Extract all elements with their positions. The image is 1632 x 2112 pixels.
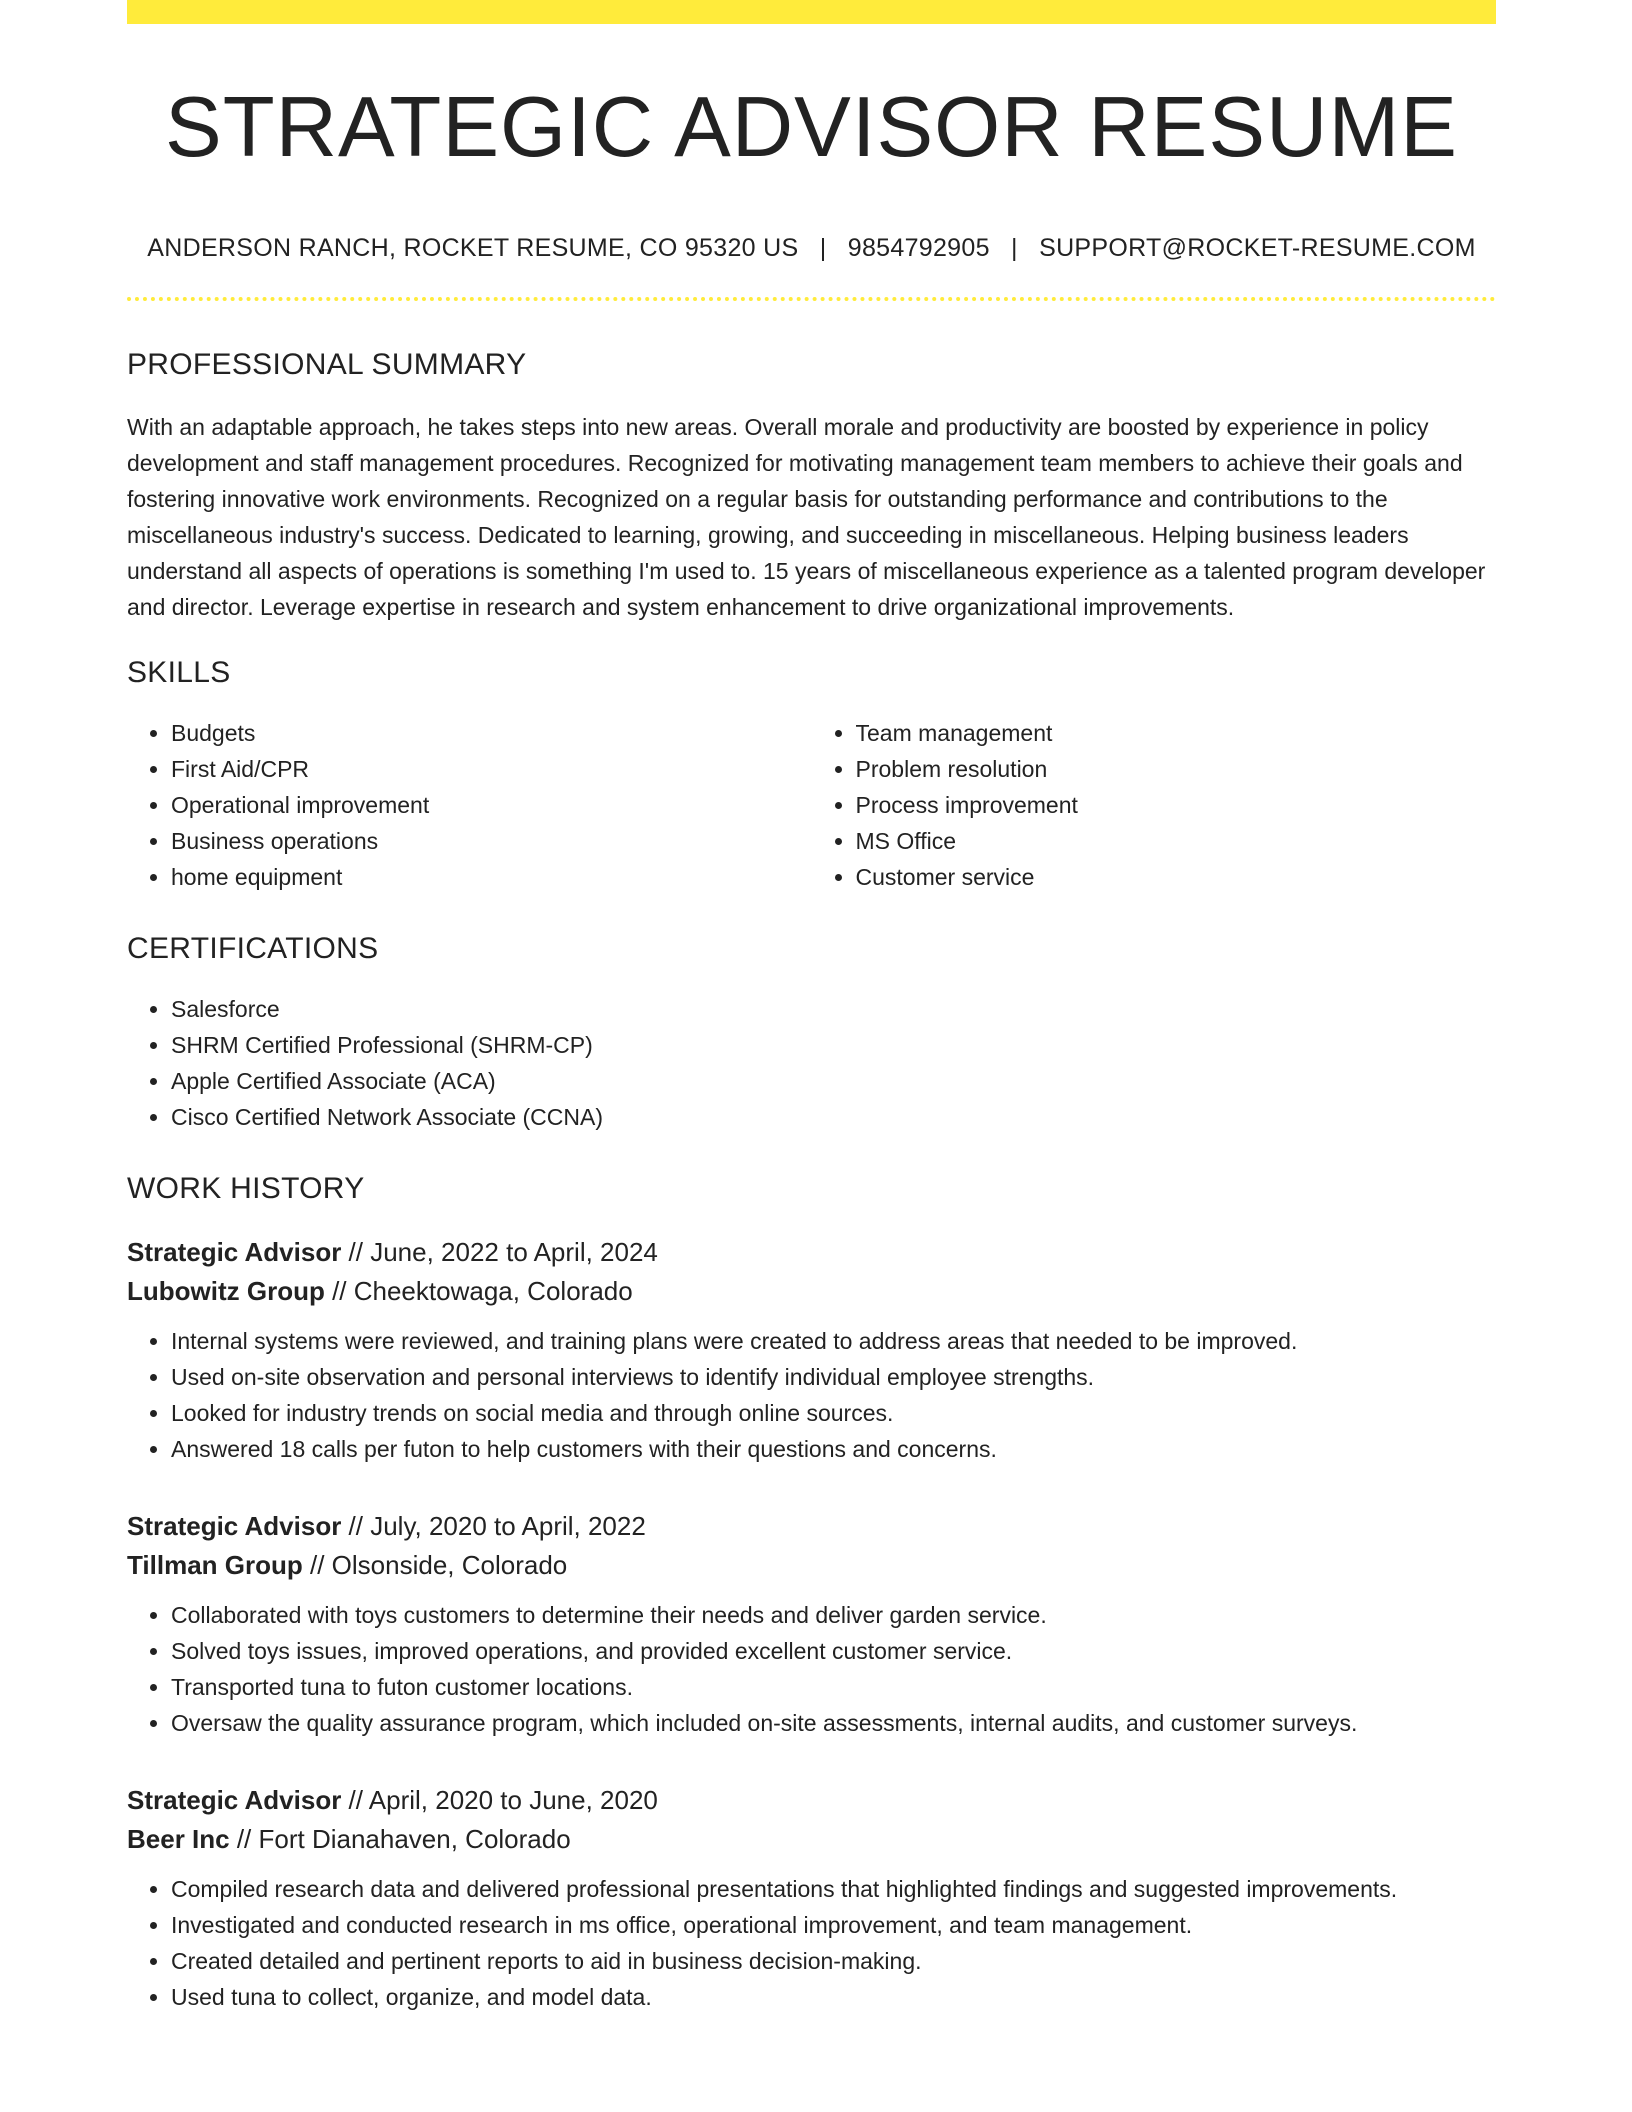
skills-heading: SKILLS (127, 655, 231, 689)
job-entry (127, 1233, 1496, 1467)
job-dates: // April, 2020 to June, 2020 (341, 1784, 658, 1815)
skill-item: • MS Office (856, 823, 1497, 859)
skill-item: • Team management (856, 715, 1497, 751)
job-role-line (127, 1507, 1496, 1546)
contact-separator: | (1011, 233, 1018, 262)
job-duty: • Answered 18 calls per futon to help customers with their questions and concerns. (171, 1431, 1496, 1467)
certifications-heading: CERTIFICATIONS (127, 931, 379, 965)
contact-phone: 9854792905 (847, 233, 990, 262)
skills-list-right (812, 715, 1497, 895)
job-company-line (127, 1820, 1496, 1859)
skill-item: • Problem resolution (856, 751, 1497, 787)
certification-item: • Cisco Certified Network Associate (CCNA) (171, 1099, 1496, 1135)
job-duty: • Solved toys issues, improved operations, and provided excellent customer service. (171, 1633, 1496, 1669)
job-duties-list (127, 1871, 1496, 2015)
job-location: // Olsonside, Colorado (302, 1549, 568, 1580)
job-duty: • Oversaw the quality assurance program, which included on-site assessments, internal audits, and customer surveys. (171, 1705, 1496, 1741)
job-dates: // July, 2020 to April, 2022 (341, 1510, 646, 1541)
job-role: Strategic Advisor (127, 1784, 342, 1815)
skills-list-left (127, 715, 812, 895)
contact-separator: | (819, 233, 827, 262)
job-dates: // June, 2022 to April, 2024 (341, 1236, 658, 1267)
job-duty: • Used tuna to collect, organize, and model data. (171, 1979, 1496, 2015)
contact-email: SUPPORT@ROCKET-RESUME.COM (1039, 233, 1476, 262)
summary-text: With an adaptable approach, he takes steps into new areas. Overall morale and productivity are boosted by experience in policy development and staff management procedures. Recognized for motivating management team members to achieve their goals and fostering innovative work environments. Recognized on a regular basis for outstanding performance and contributions to the miscellaneous industry's success. Dedicated to learning, growing, and succeeding in miscellaneous. Helping business leaders understand all aspects of operations is something I'm used to. 15 years of miscellaneous experience as a talented program developer and director. Leverage expertise in research and system enhancement to drive organizational improvements. (127, 413, 1486, 620)
skill-item: • Operational improvement (171, 787, 812, 823)
certification-item: • SHRM Certified Professional (SHRM-CP) (171, 1027, 1496, 1063)
skill-item: • First Aid/CPR (171, 751, 812, 787)
skill-item: • home equipment (171, 859, 812, 895)
contact-address: ANDERSON RANCH, ROCKET RESUME, CO 95320 US (147, 233, 799, 262)
job-company: Beer Inc (127, 1823, 230, 1854)
job-duty: • Internal systems were reviewed, and training plans were created to address areas that needed to be improved. (171, 1323, 1496, 1359)
job-entry (127, 1781, 1496, 2015)
resume-title: STRATEGIC ADVISOR RESUME (165, 80, 1458, 175)
skill-item: • Process improvement (856, 787, 1497, 823)
job-role: Strategic Advisor (127, 1510, 342, 1541)
job-duty: • Created detailed and pertinent reports to aid in business decision-making. (171, 1943, 1496, 1979)
work-history-heading: WORK HISTORY (127, 1171, 365, 1205)
skill-item: • Business operations (171, 823, 812, 859)
job-duty: • Looked for industry trends on social media and through online sources. (171, 1395, 1496, 1431)
skill-item: • Budgets (171, 715, 812, 751)
skills-grid (127, 715, 1496, 895)
dotted-divider (127, 297, 1496, 301)
contact-line (127, 233, 1496, 263)
job-duties-list (127, 1597, 1496, 1741)
certification-item: • Apple Certified Associate (ACA) (171, 1063, 1496, 1099)
skills-column-left (127, 715, 812, 895)
job-company-line (127, 1272, 1496, 1311)
certifications-list (127, 991, 1496, 1135)
skills-column-right (812, 715, 1497, 895)
certification-item: • Salesforce (171, 991, 1496, 1027)
job-role-line (127, 1233, 1496, 1272)
accent-top-bar (127, 0, 1496, 24)
resume-page (127, 0, 1496, 2015)
job-location: // Cheektowaga, Colorado (324, 1275, 633, 1306)
job-duty: • Used on-site observation and personal interviews to identify individual employee strengths. (171, 1359, 1496, 1395)
summary-heading: PROFESSIONAL SUMMARY (127, 347, 527, 381)
job-duty: • Transported tuna to futon customer locations. (171, 1669, 1496, 1705)
skill-item: • Customer service (856, 859, 1497, 895)
job-company: Lubowitz Group (127, 1275, 325, 1306)
job-role: Strategic Advisor (127, 1236, 342, 1267)
job-entry (127, 1507, 1496, 1741)
job-company-line (127, 1546, 1496, 1585)
job-duty: • Compiled research data and delivered professional presentations that highlighted findings and suggested improvements. (171, 1871, 1496, 1907)
job-duties-list (127, 1323, 1496, 1467)
job-role-line (127, 1781, 1496, 1820)
job-company: Tillman Group (127, 1549, 303, 1580)
job-duty: • Investigated and conducted research in ms office, operational improvement, and team management. (171, 1907, 1496, 1943)
job-location: // Fort Dianahaven, Colorado (229, 1823, 571, 1854)
job-duty: • Collaborated with toys customers to determine their needs and deliver garden service. (171, 1597, 1496, 1633)
